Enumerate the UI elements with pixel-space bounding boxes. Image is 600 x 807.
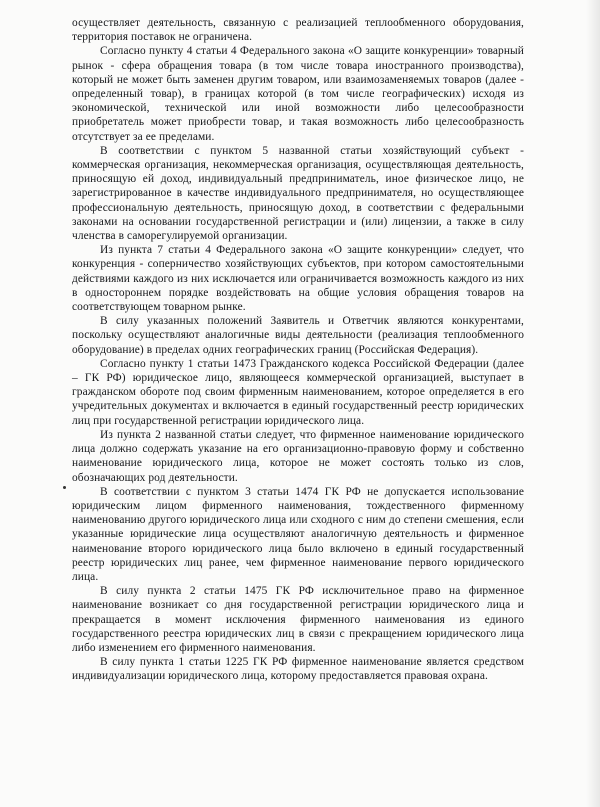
paragraph: Согласно пункту 1 статьи 1473 Гражданского кодекса Российской Федерации (далее – ГК РФ) юридическое лицо, являющееся коммерческой организацией, выступает в гражданском обороте под своим фирменным наименованием, которое определяется в его учредительных документах и включается в единый государственный реестр юридических лиц при государственной регистрации юридического лица. bbox=[72, 357, 524, 427]
paragraph: В соответствии с пунктом 5 названной статьи хозяйствующий субъект - коммерческая организация, некоммерческая организация, осуществляющая деятельность, приносящую ей доход, индивидуальный предприниматель, иное физическое лицо, не зарегистрированное в качестве индивидуального предпринимателя, но осуществляющее профессиональную деятельность, приносящую доход, в соответствии с федеральными законами на основании государственной регистрации и (или) лицензии, а также в силу членства в саморегулируемой организации. bbox=[72, 144, 524, 243]
paragraph: Согласно пункту 4 статьи 4 Федерального закона «О защите конкуренции» товарный рынок - сфера обращения товара (в том числе товара иностранного производства), который не может быть заменен другим товаром, или взаимозаменяемых товаров (далее - определенный товар), в границах которой (в том числе географических) исходя из экономической, технической или иной возможности либо целесообразности приобретатель может приобрести товар, и такая возможность либо целесообразность отсутствует за ее пределами. bbox=[72, 45, 524, 143]
document-body bbox=[72, 16, 524, 684]
paragraph: Из пункта 2 названной статьи следует, что фирменное наименование юридического лица должно содержать указание на его организационно-правовую форму и собственно наименование юридического лица, которое не может состоять только из слов, обозначающих род деятельности. bbox=[72, 428, 524, 484]
paragraph: В силу пункта 1 статьи 1225 ГК РФ фирменное наименование является средством индивидуализации юридического лица, которому предоставляется правовая охрана. bbox=[72, 656, 524, 683]
paragraph: В силу пункта 2 статьи 1475 ГК РФ исключительное право на фирменное наименование возникает со дня государственной регистрации юридического лица и прекращается в момент исключения фирменного наименования из единого государственного реестра юридических лиц в связи с прекращением юридического лица либо изменением его фирменного наименования. bbox=[72, 585, 524, 654]
paragraph: В соответствии с пунктом 3 статьи 1474 ГК РФ не допускается использование юридическим лицом фирменного наименования, тождественного фирменному наименованию другого юридического лица или сходного с ним до степени смешения, если указанные юридические лица осуществляют аналогичную деятельность и фирменное наименование второго юридического лица было включено в единый государственный реестр юридических лиц ранее, чем фирменное наименование первого юридического лица. bbox=[72, 485, 524, 583]
paragraph: В силу указанных положений Заявитель и Ответчик являются конкурентами, поскольку осуществляют аналогичные виды деятельности (реализация теплообменного оборудование) в пределах одних географических границ (Российская Федерация). bbox=[72, 315, 524, 356]
scan-speck bbox=[63, 486, 66, 489]
paragraph: осуществляет деятельность, связанную с реализацией теплообменного оборудования, территория поставок не ограничена. bbox=[72, 17, 524, 44]
scan-edge-shadow bbox=[586, 0, 600, 807]
paragraph: Из пункта 7 статьи 4 Федерального закона «О защите конкуренции» следует, что конкуренция - соперничество хозяйствующих субъектов, при котором самостоятельными действиями каждого из них исключается или ограничивается возможность каждого из них в одностороннем порядке воздействовать на общие условия обращения товаров на соответствующем товарном рынке. bbox=[72, 244, 524, 314]
